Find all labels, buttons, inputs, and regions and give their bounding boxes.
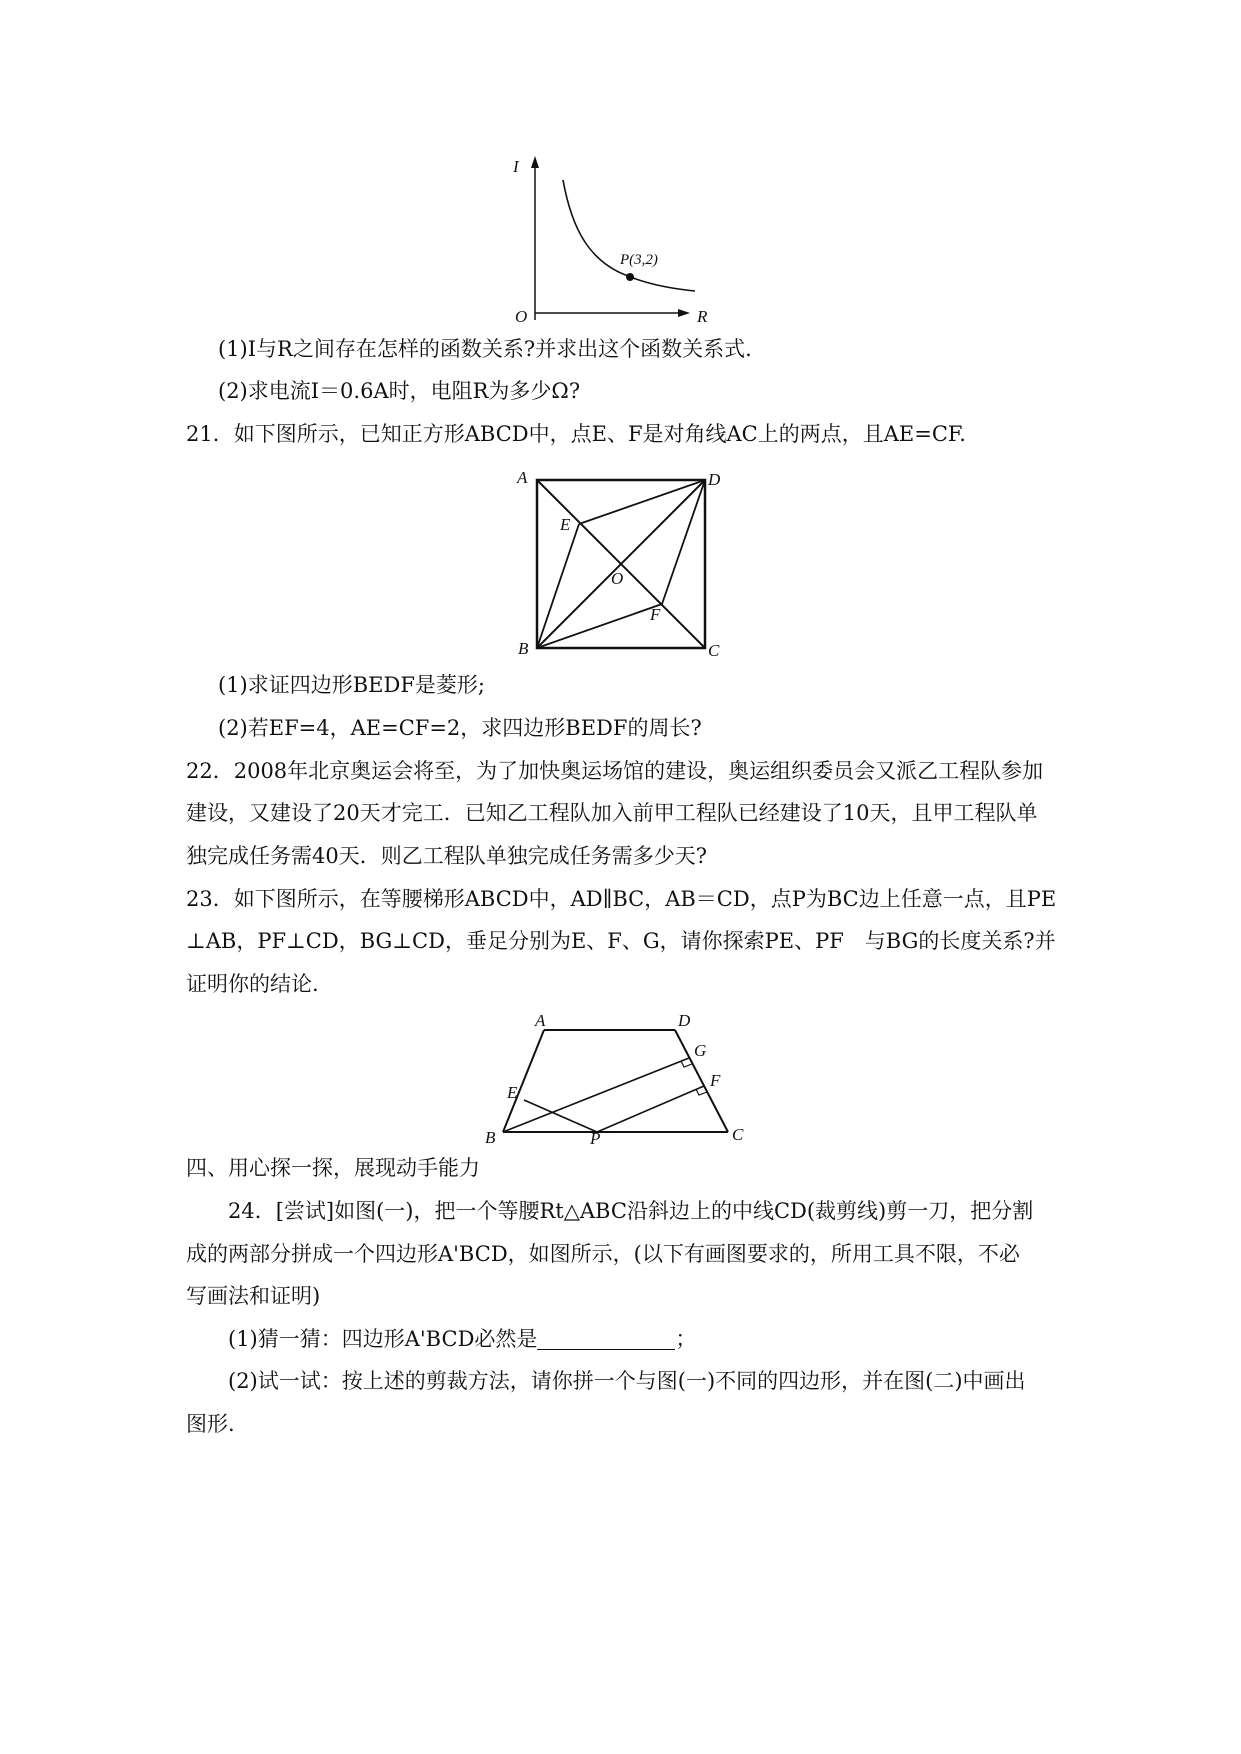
q24-sub1 [228, 1324, 696, 1354]
label-p: P [590, 1129, 601, 1145]
q24-line3: 写画法和证明) [186, 1284, 321, 1308]
graph-figure [460, 150, 720, 325]
y-axis-label: I [513, 157, 519, 176]
q24-line1: 24．[尝试]如图(一)，把一个等腰Rt△ABC沿斜边上的中线CD(裁剪线)剪一刀，把分割 [228, 1199, 1034, 1223]
q21-stem: 21．如下图所示，已知正方形ABCD中，点E、F是对角线AC上的两点，且AE=CF. [186, 422, 966, 446]
square-figure [510, 470, 740, 660]
label-e: E [560, 515, 571, 534]
answer-blank [537, 1327, 675, 1350]
q20-sub2: (2)求电流I＝0.6A时，电阻R为多少Ω? [218, 379, 581, 403]
label-c: C [708, 641, 720, 660]
label-d: D [708, 470, 721, 489]
q22-line2: 建设，又建设了20天才完工．已知乙工程队加入前甲工程队已经建设了10天，且甲工程队单 [186, 801, 1038, 825]
label-d: D [678, 1011, 691, 1030]
q21-sub1: (1)求证四边形BEDF是菱形; [218, 673, 485, 697]
q24-sub2-line2: 图形. [186, 1412, 235, 1436]
q24-sub1-prefix: (1)猜一猜：四边形A'BCD必然是 [228, 1327, 538, 1351]
point-p-label: P(3,2) [620, 252, 658, 268]
label-o: O [611, 569, 624, 588]
q23-line2: ⊥AB，PF⊥CD，BG⊥CD，垂足分别为E、F、G，请你探索PE、PF 与BG的长度关系?并 [186, 929, 1056, 953]
q22-line1: 22．2008年北京奥运会将至，为了加快奥运场馆的建设，奥运组织委员会又派乙工程队参加 [186, 759, 1044, 783]
label-f: F [650, 605, 661, 624]
label-b: B [518, 639, 529, 658]
label-a: A [535, 1011, 546, 1030]
label-e: E [507, 1083, 518, 1102]
origin-label: O [515, 307, 528, 325]
q23-line3: 证明你的结论. [186, 972, 319, 996]
trapezoid-figure [480, 1010, 770, 1145]
q24-sub2-line1: (2)试一试：按上述的剪裁方法，请你拼一个与图(一)不同的四边形，并在图(二)中画出 [228, 1369, 1026, 1393]
q23-line1: 23．如下图所示，在等腰梯形ABCD中，AD∥BC，AB＝CD，点P为BC边上任意一点，且PE [186, 887, 1057, 911]
label-g: G [694, 1041, 707, 1060]
q24-sub1-suffix: ； [675, 1327, 697, 1351]
q21-sub2: (2)若EF=4，AE=CF=2，求四边形BEDF的周长? [218, 716, 702, 740]
section4-title: 四、用心探一探，展现动手能力 [186, 1156, 480, 1180]
q20-sub1: (1)I与R之间存在怎样的函数关系?并求出这个函数关系式. [218, 337, 752, 361]
label-c: C [732, 1125, 744, 1144]
q22-line3: 独完成任务需40天．则乙工程队单独完成任务需多少天? [186, 844, 707, 868]
x-axis-label: R [697, 307, 708, 325]
label-f: F [710, 1071, 721, 1090]
label-b: B [485, 1128, 496, 1145]
label-a: A [517, 470, 528, 487]
q24-line2: 成的两部分拼成一个四边形A'BCD，如图所示，(以下有画图要求的，所用工具不限，不必 [186, 1242, 1020, 1266]
